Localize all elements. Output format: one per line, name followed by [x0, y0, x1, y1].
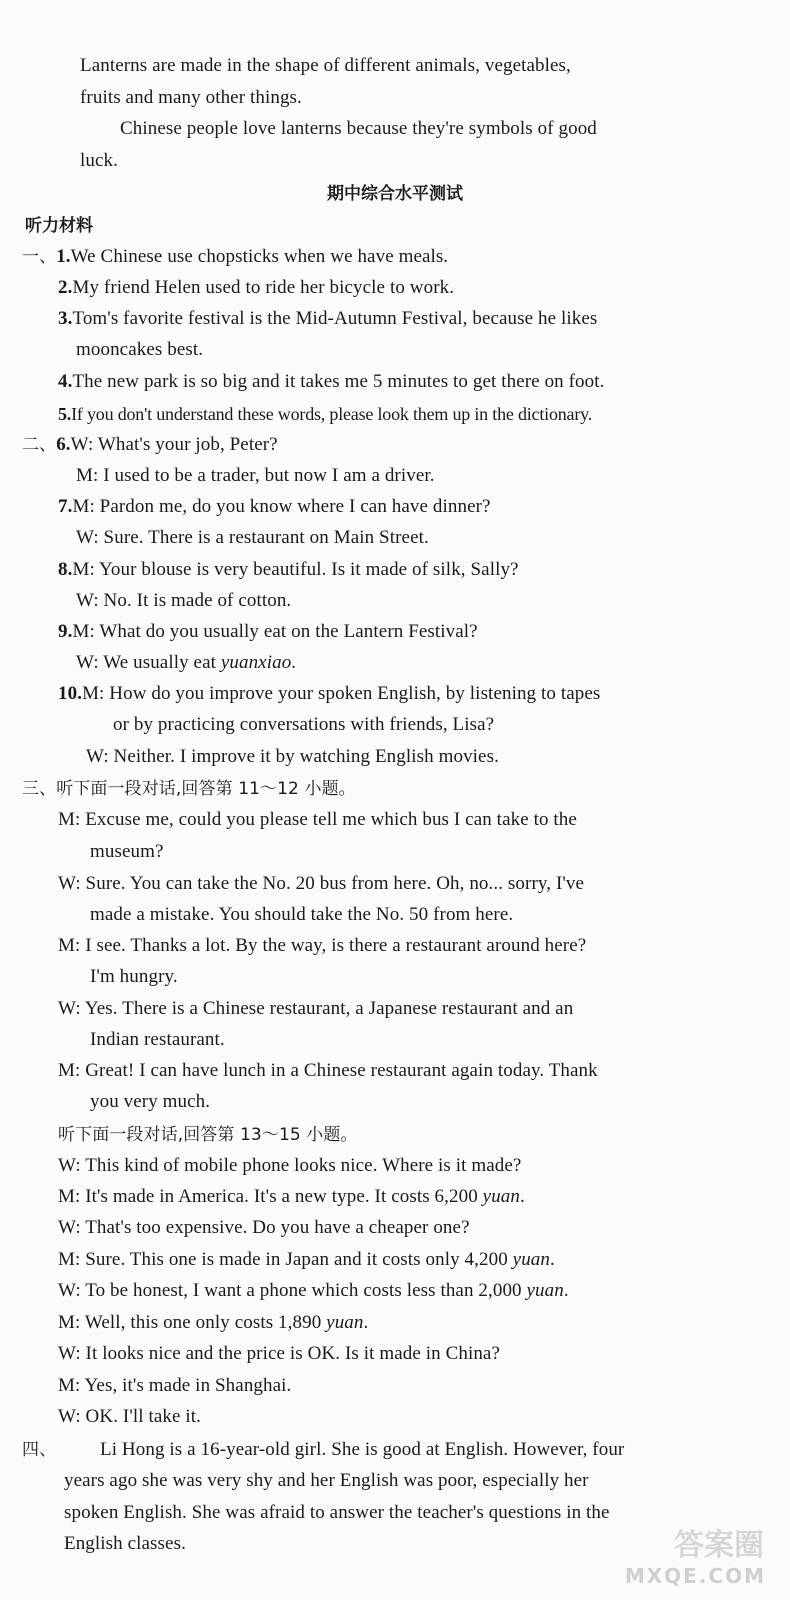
part2-item-9-q: [58, 619, 478, 645]
intro-line-4: luck.: [80, 150, 118, 171]
part2-item-10-q-cont: or by practicing conversations with friends, Lisa?: [113, 714, 495, 735]
dialog1-line: M: Excuse me, could you please tell me which bus I can take to the: [58, 809, 577, 830]
item-text: If you don't understand these words, please look them up in the dictionary.: [71, 404, 593, 424]
dialog2-line: [58, 1278, 569, 1304]
italic-term: yuan: [326, 1312, 364, 1333]
item-number: 9.: [58, 621, 73, 642]
part2-item-7-a: W: Sure. There is a restaurant on Main Street.: [76, 527, 429, 548]
italic-term: yuan: [526, 1280, 564, 1301]
part1-line-5: [58, 401, 592, 427]
listening-header: 听力材料: [25, 216, 93, 236]
dialog2-line: [58, 1404, 201, 1430]
item-number: 5.: [58, 404, 72, 424]
part4-line: Li Hong is a 16-year-old girl. She is good at English. However, four: [100, 1439, 625, 1460]
dialog-text: M: It's made in America. It's a new type. It costs 6,200: [58, 1186, 483, 1207]
dialog1-line: made a mistake. You should take the No. 50 from here.: [90, 904, 514, 925]
watermark-logo: 答案圈: [674, 1528, 764, 1563]
part4-line: spoken English. She was afraid to answer the teacher's questions in the: [64, 1502, 610, 1523]
item-text: M: Your blouse is very beautiful. Is it made of silk, Sally?: [72, 559, 519, 580]
dialog1-line: M: Great! I can have lunch in a Chinese restaurant again today. Thank: [58, 1060, 598, 1081]
watermark: [522, 1520, 772, 1590]
italic-term: yuan: [512, 1249, 550, 1270]
watermark-text: MXQE.COM: [624, 1564, 766, 1588]
part4-line: English classes.: [64, 1533, 186, 1554]
part4-marker: 四、: [22, 1440, 57, 1460]
part3-instruction-2: 听下面一段对话,回答第 13～15 小题。: [58, 1125, 358, 1145]
dialog2-line: [58, 1373, 291, 1399]
part1-line-3: [58, 306, 597, 332]
answer-text: W: We usually eat: [76, 652, 221, 673]
item-text: M: How do you improve your spoken English, by listening to tapes: [82, 683, 601, 704]
part2-item-6-q: [22, 432, 278, 458]
dialog-punct: .: [363, 1312, 369, 1333]
part1-line-3-cont: mooncakes best.: [76, 339, 204, 360]
part1-line-1: [22, 244, 448, 270]
part2-marker: 二、: [22, 435, 57, 455]
intro-line-3: Chinese people love lanterns because they're symbols of good: [120, 118, 597, 139]
dialog2-line: [58, 1184, 525, 1210]
item-number: 1.: [56, 246, 71, 267]
part1-line-2: [58, 275, 454, 301]
item-number: 3.: [58, 308, 73, 329]
dialog-punct: .: [550, 1249, 555, 1270]
dialog-text: W: OK. I'll take it.: [58, 1406, 201, 1427]
part2-item-7-q: [58, 494, 491, 520]
dialog-text: W: To be honest, I want a phone which costs less than 2,000: [58, 1280, 527, 1301]
part1-line-4: [58, 369, 604, 395]
dialog-punct: .: [520, 1186, 525, 1207]
part4-line: years ago she was very shy and her English was poor, especially her: [64, 1470, 589, 1491]
dialog1-line: Indian restaurant.: [90, 1029, 225, 1050]
answer-punct: .: [291, 652, 297, 673]
part2-item-9-a: [76, 650, 296, 676]
dialog-text: M: Sure. This one is made in Japan and it costs only 4,200: [58, 1249, 513, 1270]
dialog1-line: I'm hungry.: [90, 966, 178, 987]
dialog1-line: W: Yes. There is a Chinese restaurant, a Japanese restaurant and an: [58, 998, 574, 1019]
item-text: The new park is so big and it takes me 5 minutes to get there on foot.: [72, 371, 605, 392]
dialog-text: M: Yes, it's made in Shanghai.: [58, 1375, 292, 1396]
part2-item-8-q: [58, 557, 519, 583]
intro-line-1: Lanterns are made in the shape of different animals, vegetables,: [80, 55, 571, 76]
dialog1-line: museum?: [90, 841, 164, 862]
italic-term: yuanxiao: [220, 652, 292, 673]
part2-item-10-q: [58, 681, 600, 707]
item-text: M: What do you usually eat on the Lantern Festival?: [72, 621, 478, 642]
item-text: W: What's your job, Peter?: [70, 434, 278, 455]
item-text: M: Pardon me, do you know where I can have dinner?: [72, 496, 491, 517]
italic-term: yuan: [482, 1186, 520, 1207]
dialog1-line: W: Sure. You can take the No. 20 bus from here. Oh, no... sorry, I've: [58, 873, 585, 894]
item-number: 6.: [56, 434, 71, 455]
dialog1-line: M: I see. Thanks a lot. By the way, is there a restaurant around here?: [58, 935, 587, 956]
dialog2-line: [58, 1341, 500, 1367]
dialog2-line: [58, 1310, 368, 1336]
dialog-text: M: Well, this one only costs 1,890: [58, 1312, 327, 1333]
part3-instruction-1: [22, 776, 356, 802]
dialog2-line: [58, 1215, 470, 1241]
item-number: 2.: [58, 277, 73, 298]
instruction-text: 听下面一段对话,回答第 11～12 小题。: [56, 779, 356, 799]
dialog-punct: .: [563, 1280, 569, 1301]
intro-line-2: fruits and many other things.: [80, 87, 302, 108]
part2-item-6-a: M: I used to be a trader, but now I am a driver.: [76, 465, 435, 486]
item-number: 7.: [58, 496, 73, 517]
dialog2-line: [58, 1153, 521, 1179]
dialog1-line: you very much.: [90, 1091, 211, 1112]
part2-item-10-a: W: Neither. I improve it by watching English movies.: [86, 746, 499, 767]
item-text: My friend Helen used to ride her bicycle to work.: [72, 277, 455, 298]
item-number: 10.: [58, 683, 83, 704]
dialog-text: W: That's too expensive. Do you have a cheaper one?: [58, 1217, 470, 1238]
item-text: We Chinese use chopsticks when we have meals.: [70, 246, 449, 267]
dialog-text: W: This kind of mobile phone looks nice. Where is it made?: [58, 1155, 522, 1176]
part1-marker: 一、: [22, 247, 57, 267]
item-number: 8.: [58, 559, 73, 580]
item-text: Tom's favorite festival is the Mid-Autumn Festival, because he likes: [72, 308, 598, 329]
dialog-text: W: It looks nice and the price is OK. Is it made in China?: [58, 1343, 500, 1364]
part3-marker: 三、: [22, 779, 57, 799]
section-title: 期中综合水平测试: [327, 184, 463, 204]
part2-item-8-a: W: No. It is made of cotton.: [76, 590, 292, 611]
item-number: 4.: [58, 371, 73, 392]
dialog2-line: [58, 1247, 555, 1273]
